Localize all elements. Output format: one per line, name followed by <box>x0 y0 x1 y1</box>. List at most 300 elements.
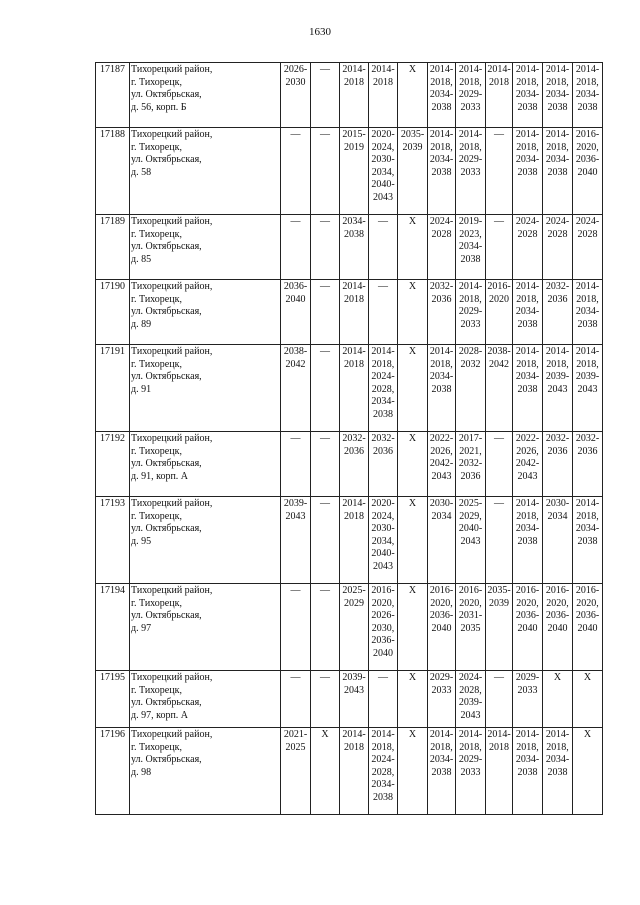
table-row <box>96 432 603 497</box>
period-cell <box>398 671 428 728</box>
period-line: 2038- <box>487 346 511 357</box>
period-cell <box>456 128 486 215</box>
address-cell <box>130 215 281 280</box>
period-line: 2020 <box>489 293 509 305</box>
period-line: 2018, <box>516 293 539 305</box>
period-cell <box>281 497 311 584</box>
period-line: 2043 <box>285 510 306 522</box>
period-line: 2038 <box>517 101 538 113</box>
period-line: 2029- <box>429 672 454 683</box>
period-cell <box>456 497 486 584</box>
period-line: 2014- <box>545 64 570 75</box>
address-line: д. 85 <box>131 253 152 265</box>
period-line: 2014- <box>342 64 366 75</box>
period-line: 2032 <box>460 358 481 370</box>
period-line: 2038 <box>517 166 538 178</box>
period-cell <box>513 280 543 345</box>
address-line: ул. Октябрьская, <box>131 241 202 252</box>
period-cell <box>398 280 428 345</box>
table-row <box>96 584 603 671</box>
period-line: 2024- <box>515 216 540 227</box>
period-cell <box>513 497 543 584</box>
period-line: 2028, <box>371 383 395 395</box>
address-line: Тихорецкий район, <box>131 585 213 596</box>
period-line: 2014- <box>515 346 540 357</box>
period-line: 2018 <box>344 510 364 522</box>
period-line: 2030- <box>371 154 395 165</box>
period-line: — <box>494 129 504 140</box>
period-line: 2020, <box>546 597 569 609</box>
table-row <box>96 671 603 728</box>
period-line: 2034- <box>429 89 454 100</box>
period-cell <box>486 584 513 671</box>
period-line: 2038 <box>517 383 538 395</box>
period-cell <box>281 215 311 280</box>
period-line: 2034- <box>515 306 540 317</box>
period-cell <box>311 728 340 815</box>
period-cell <box>311 345 340 432</box>
period-line: 2040 <box>373 647 393 659</box>
period-line: 2032- <box>429 281 454 292</box>
period-line: 2014- <box>371 729 395 740</box>
period-line: 2039- <box>545 371 570 382</box>
period-line: 2036 <box>547 445 568 457</box>
period-line: 2014- <box>545 346 570 357</box>
period-line: 2018, <box>546 741 569 753</box>
period-line: 2018, <box>546 76 569 88</box>
period-cell <box>486 63 513 128</box>
period-cell <box>369 584 398 671</box>
period-line: 2034- <box>515 371 540 382</box>
period-line: 2018, <box>516 76 539 88</box>
period-cell <box>456 728 486 815</box>
period-line: 2043 <box>373 191 393 203</box>
period-line: 2018, <box>546 358 569 370</box>
address-line: ул. Октябрьская, <box>131 697 202 708</box>
period-cell <box>573 215 603 280</box>
period-line: 2020, <box>459 597 482 609</box>
period-cell <box>456 432 486 497</box>
period-line: 2028 <box>431 228 452 240</box>
period-line: 2026- <box>283 64 308 75</box>
period-line: — <box>290 672 301 683</box>
period-line: 2024- <box>545 216 570 227</box>
period-line: 2029- <box>458 89 483 100</box>
row-number: 17196 <box>96 728 130 815</box>
period-line: 2034- <box>545 154 570 165</box>
period-cell <box>456 671 486 728</box>
period-line: 2016- <box>458 585 483 596</box>
address-line: д. 58 <box>131 166 152 178</box>
period-line: 2025- <box>458 498 483 509</box>
period-cell <box>543 671 573 728</box>
period-cell <box>486 728 513 815</box>
period-line: 2034- <box>545 89 570 100</box>
period-line: 2043 <box>460 709 481 721</box>
period-line: 2026- <box>371 610 395 621</box>
period-line: 2029- <box>458 154 483 165</box>
period-line: X <box>408 433 417 444</box>
period-line: 2038 <box>517 766 538 778</box>
period-line: 2032- <box>458 458 483 469</box>
period-line: 2029- <box>458 306 483 317</box>
period-cell <box>369 215 398 280</box>
period-line: 2033 <box>460 166 481 178</box>
period-cell <box>369 432 398 497</box>
period-line: — <box>320 129 330 140</box>
period-line: 2038 <box>460 253 481 265</box>
period-line: — <box>320 346 330 357</box>
period-line: 2034- <box>371 779 395 790</box>
period-line: 2039 <box>489 597 509 609</box>
address-line: ул. Октябрьская, <box>131 306 202 317</box>
period-line: — <box>494 498 504 509</box>
period-line: 2036 <box>373 445 393 457</box>
register-table <box>95 62 603 815</box>
page-number: 1630 <box>309 26 331 38</box>
address-line: Тихорецкий район, <box>131 281 213 292</box>
table-row <box>96 215 603 280</box>
period-line: 2028 <box>517 228 538 240</box>
period-line: 2035- <box>400 129 425 140</box>
period-line: 2028 <box>577 228 598 240</box>
period-line: 2039- <box>575 371 600 382</box>
period-line: 2036- <box>545 610 570 621</box>
period-line: 2014- <box>342 346 366 357</box>
period-cell <box>513 432 543 497</box>
period-cell <box>513 671 543 728</box>
address-line: г. Тихорецк, <box>131 684 182 696</box>
period-line: 2033 <box>431 684 452 696</box>
period-line: 2042 <box>489 358 509 370</box>
period-cell <box>281 280 311 345</box>
period-line: 2022- <box>429 433 454 444</box>
period-line: — <box>494 216 504 227</box>
period-line: 2035 <box>460 622 481 634</box>
row-number: 17194 <box>96 584 130 671</box>
period-line: — <box>320 498 330 509</box>
period-line: 2019 <box>344 141 364 153</box>
table-row <box>96 497 603 584</box>
period-line: 2020, <box>576 141 599 153</box>
period-line: 2032- <box>545 433 570 444</box>
period-line: — <box>378 216 388 227</box>
period-line: 2040 <box>547 622 568 634</box>
period-cell <box>428 671 456 728</box>
period-line: 2034 <box>547 510 568 522</box>
period-line: 2032- <box>371 433 395 444</box>
period-line: 2016- <box>575 585 600 596</box>
address-line: г. Тихорецк, <box>131 597 182 609</box>
period-cell <box>543 128 573 215</box>
address-cell <box>130 671 281 728</box>
period-line: 2034- <box>515 523 540 534</box>
period-line: — <box>378 281 388 292</box>
period-line: 2043 <box>373 560 393 572</box>
period-cell <box>543 345 573 432</box>
period-line: 2042 <box>285 358 306 370</box>
period-cell <box>573 728 603 815</box>
period-line: 2024- <box>458 672 483 683</box>
period-line: 2038 <box>547 166 568 178</box>
period-cell <box>543 728 573 815</box>
period-line: X <box>553 672 562 683</box>
period-line: 2018, <box>459 76 482 88</box>
period-line: 2014- <box>429 129 454 140</box>
address-cell <box>130 63 281 128</box>
period-cell <box>513 584 543 671</box>
period-line: 2024- <box>371 754 395 765</box>
period-cell <box>428 63 456 128</box>
row-number: 17192 <box>96 432 130 497</box>
row-number: 17187 <box>96 63 130 128</box>
period-line: 2030- <box>429 498 454 509</box>
period-line: 2018, <box>371 741 395 753</box>
period-cell <box>311 497 340 584</box>
period-line: 2019- <box>458 216 483 227</box>
period-line: 2038 <box>517 318 538 330</box>
period-cell <box>456 215 486 280</box>
period-cell <box>573 128 603 215</box>
period-cell <box>311 432 340 497</box>
period-line: 2018 <box>344 741 364 753</box>
period-line: 2018, <box>576 358 599 370</box>
period-line: 2034- <box>575 306 600 317</box>
period-cell <box>428 345 456 432</box>
period-line: 2040 <box>431 622 452 634</box>
period-cell <box>513 215 543 280</box>
row-number: 17188 <box>96 128 130 215</box>
address-cell <box>130 497 281 584</box>
period-line: — <box>320 64 330 75</box>
row-number: 17189 <box>96 215 130 280</box>
period-cell <box>513 345 543 432</box>
period-cell <box>428 497 456 584</box>
period-line: 2018 <box>489 76 509 88</box>
period-line: 2020, <box>516 597 539 609</box>
period-line: 2018, <box>430 141 453 153</box>
period-line: 2040 <box>285 293 306 305</box>
period-line: 2014- <box>429 64 454 75</box>
period-line: 2034- <box>429 154 454 165</box>
period-line: 2033 <box>460 766 481 778</box>
address-line: д. 97 <box>131 622 152 634</box>
period-line: 2014- <box>515 729 540 740</box>
period-cell <box>340 63 369 128</box>
period-cell <box>486 671 513 728</box>
period-cell <box>340 497 369 584</box>
address-line: г. Тихорецк, <box>131 293 182 305</box>
period-cell <box>456 345 486 432</box>
address-line: ул. Октябрьская, <box>131 458 202 469</box>
period-line: 2036- <box>371 635 395 646</box>
period-line: 2026, <box>430 445 453 457</box>
period-line: 2018 <box>373 76 393 88</box>
period-cell <box>398 728 428 815</box>
period-line: 2015- <box>342 129 366 140</box>
period-line: — <box>290 216 301 227</box>
period-cell <box>311 671 340 728</box>
period-line: 2028, <box>371 766 395 778</box>
period-line: 2043 <box>517 470 538 482</box>
period-cell <box>340 432 369 497</box>
address-line: г. Тихорецк, <box>131 741 182 753</box>
period-line: — <box>320 216 330 227</box>
period-cell <box>543 63 573 128</box>
period-cell <box>486 497 513 584</box>
period-line: 2020- <box>371 129 395 140</box>
period-line: 2014- <box>429 346 454 357</box>
period-line: 2040- <box>371 548 395 559</box>
table-row <box>96 280 603 345</box>
period-cell <box>369 728 398 815</box>
row-number: 17191 <box>96 345 130 432</box>
period-cell <box>573 280 603 345</box>
address-line: ул. Октябрьская, <box>131 754 202 765</box>
period-line: 2016- <box>429 585 454 596</box>
period-line: 2040 <box>577 622 598 634</box>
period-line: 2018, <box>459 741 482 753</box>
period-line: 2030- <box>371 523 395 534</box>
period-line: X <box>408 346 417 357</box>
period-line: 2018, <box>516 358 539 370</box>
period-cell <box>398 432 428 497</box>
period-line: 2034- <box>515 754 540 765</box>
period-line: 2038 <box>431 101 452 113</box>
address-line: д. 89 <box>131 318 152 330</box>
period-line: 2030, <box>371 622 395 634</box>
address-line: Тихорецкий район, <box>131 64 213 75</box>
period-cell <box>281 128 311 215</box>
period-line: 2024- <box>575 216 600 227</box>
period-line: 2031- <box>458 610 483 621</box>
period-line: 2018 <box>344 293 364 305</box>
period-line: 2039- <box>342 672 366 683</box>
period-line: 2043 <box>460 535 481 547</box>
period-line: 2038- <box>283 346 308 357</box>
period-line: X <box>583 672 592 683</box>
period-line: 2025 <box>285 741 306 753</box>
period-line: 2036 <box>431 293 452 305</box>
period-line: 2038 <box>373 791 393 803</box>
period-line: 2014- <box>575 281 600 292</box>
address-line: ул. Октябрьская, <box>131 154 202 165</box>
period-cell <box>428 280 456 345</box>
address-line: Тихорецкий район, <box>131 729 213 740</box>
period-line: 2014- <box>575 346 600 357</box>
period-line: 2036- <box>429 610 454 621</box>
period-line: 2014- <box>487 729 511 740</box>
period-line: 2018 <box>344 76 364 88</box>
period-line: 2014- <box>342 281 366 292</box>
period-line: — <box>320 585 330 596</box>
period-cell <box>486 432 513 497</box>
period-cell <box>340 345 369 432</box>
period-line: 2016- <box>371 585 395 596</box>
period-line: X <box>408 729 417 740</box>
address-cell <box>130 280 281 345</box>
address-line: г. Тихорецк, <box>131 358 182 370</box>
period-cell <box>281 584 311 671</box>
period-line: 2018, <box>576 510 599 522</box>
period-cell <box>398 63 428 128</box>
period-cell <box>369 280 398 345</box>
address-line: г. Тихорецк, <box>131 445 182 457</box>
period-line: 2038 <box>577 535 598 547</box>
period-line: 2035- <box>487 585 511 596</box>
address-cell <box>130 432 281 497</box>
period-line: 2017- <box>458 433 483 444</box>
period-cell <box>340 728 369 815</box>
period-line: 2014- <box>342 498 366 509</box>
period-line: 2034- <box>545 754 570 765</box>
period-cell <box>428 432 456 497</box>
address-line: Тихорецкий район, <box>131 346 213 357</box>
period-cell <box>513 128 543 215</box>
period-line: 2038 <box>373 408 393 420</box>
period-line: — <box>320 672 330 683</box>
address-line: г. Тихорецк, <box>131 141 182 153</box>
period-line: 2018 <box>344 358 364 370</box>
period-line: 2014- <box>458 729 483 740</box>
period-line: — <box>290 585 301 596</box>
period-cell <box>340 215 369 280</box>
period-line: 2034- <box>515 154 540 165</box>
period-line: X <box>583 729 592 740</box>
period-line: X <box>408 672 417 683</box>
period-line: 2014- <box>515 281 540 292</box>
period-line: 2025- <box>342 585 366 596</box>
address-line: ул. Октябрьская, <box>131 523 202 534</box>
period-line: — <box>494 672 504 683</box>
address-line: ул. Октябрьская, <box>131 371 202 382</box>
period-line: 2038 <box>547 101 568 113</box>
period-line: 2032- <box>575 433 600 444</box>
period-line: 2034- <box>575 89 600 100</box>
period-line: 2034 <box>431 510 452 522</box>
period-line: 2042- <box>429 458 454 469</box>
period-cell <box>311 215 340 280</box>
period-line: 2014- <box>515 64 540 75</box>
period-line: 2034- <box>515 89 540 100</box>
period-cell <box>369 671 398 728</box>
period-cell <box>398 215 428 280</box>
period-line: 2018, <box>546 141 569 153</box>
period-line: 2034- <box>371 396 395 407</box>
address-line: Тихорецкий район, <box>131 498 213 509</box>
period-cell <box>543 215 573 280</box>
period-line: 2034, <box>371 535 395 547</box>
period-line: 2038 <box>517 535 538 547</box>
period-line: 2043 <box>577 383 598 395</box>
period-line: 2014- <box>515 498 540 509</box>
period-cell <box>456 63 486 128</box>
period-line: 2028 <box>547 228 568 240</box>
period-line: 2038 <box>577 318 598 330</box>
period-line: X <box>408 585 417 596</box>
period-line: 2038 <box>577 101 598 113</box>
period-line: 2018, <box>576 293 599 305</box>
period-line: 2024- <box>429 216 454 227</box>
period-line: 2018, <box>430 358 453 370</box>
period-line: 2036- <box>575 154 600 165</box>
period-line: 2014- <box>429 729 454 740</box>
period-line: — <box>290 129 301 140</box>
period-line: 2020, <box>371 597 395 609</box>
period-cell <box>543 432 573 497</box>
period-line: 2036- <box>575 610 600 621</box>
period-line: 2014- <box>371 64 395 75</box>
